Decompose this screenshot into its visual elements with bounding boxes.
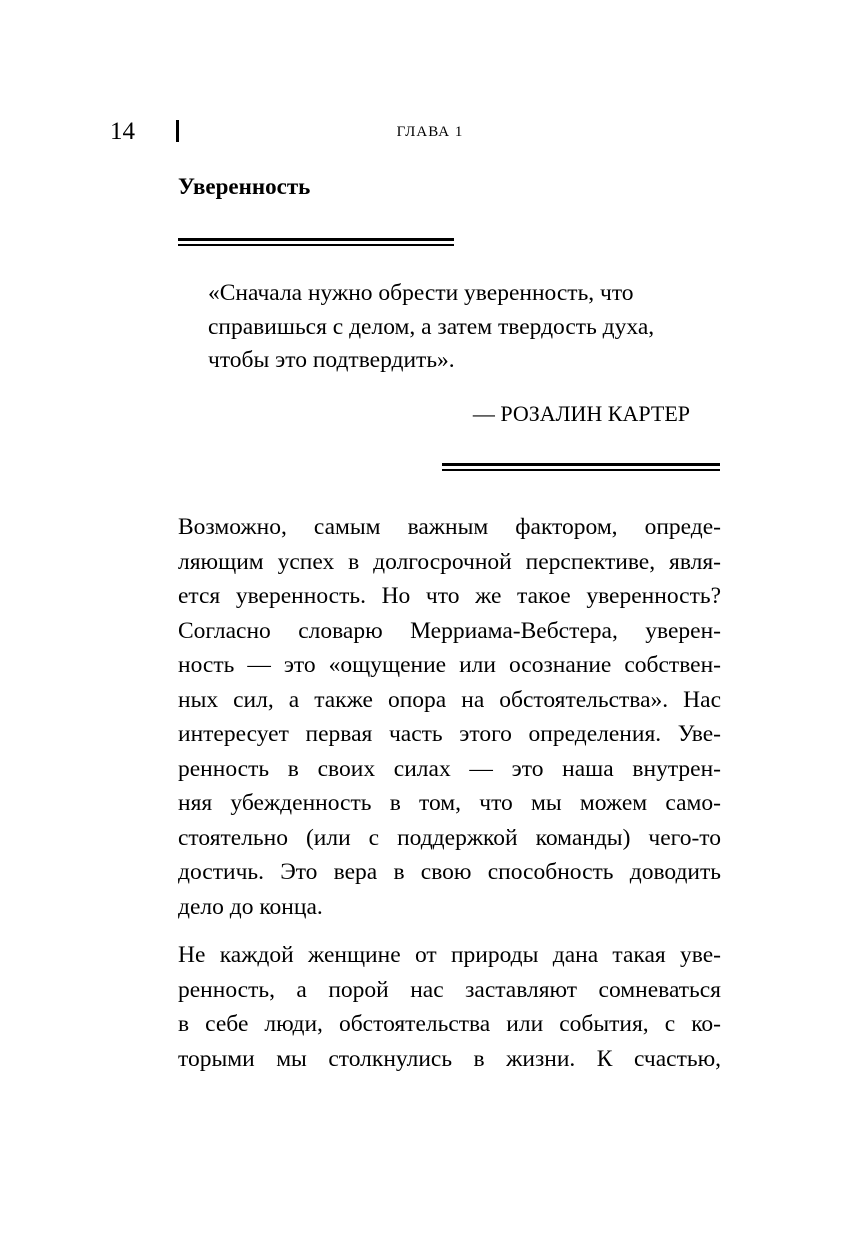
epigraph-attribution: — РОЗАЛИН КАРТЕР <box>472 401 690 426</box>
text-line: ренность в своих силах — это наша внутрен- <box>178 755 721 782</box>
text-line: ренность, а порой нас заставляют сомневаться <box>178 976 721 1003</box>
text-line: Возможно, самым важным фактором, опреде- <box>178 514 721 540</box>
running-head: ГЛАВА 1 <box>396 124 464 140</box>
body-paragraph-2 <box>178 938 721 1076</box>
epigraph-line: чтобы это подтвердить». <box>208 347 455 373</box>
epigraph-quote <box>208 277 703 378</box>
header-divider <box>176 120 179 142</box>
text-line: Согласно словарю Мерриама-Вебстера, уверен- <box>178 617 721 644</box>
text-line: няя убежденность в том, что мы можем само- <box>178 790 721 816</box>
page-number: 14 <box>110 118 135 145</box>
section-title: Уверенность <box>178 174 311 199</box>
text-line: достичь. Это вера в свою способность доводить <box>178 859 721 885</box>
text-line: ность — это «ощущение или осознание собствен- <box>178 652 721 678</box>
text-line: в себе люди, обстоятельства или события, с ко- <box>178 1011 721 1037</box>
epigraph-line: «Сначала нужно обрести уверенность, что <box>208 280 634 306</box>
body-paragraph-1 <box>178 510 721 924</box>
text-line: ляющим успех в долгосрочной перспективе, явля- <box>178 548 721 575</box>
text-line: ется уверенность. Но что же такое уверенность? <box>178 583 721 609</box>
text-line: Не каждой женщине от природы дана такая уве- <box>178 942 721 968</box>
epigraph-top-rule <box>178 238 454 246</box>
text-line: стоятельно (или с поддержкой команды) чего-то <box>178 824 721 851</box>
epigraph-line: справишься с делом, а затем твердость духа, <box>208 313 655 340</box>
text-line: ных сил, а также опора на обстоятельства». Нас <box>178 686 721 713</box>
epigraph-bottom-rule <box>442 463 720 471</box>
text-line: дело до конца. <box>178 893 323 920</box>
text-line: торыми мы столкнулись в жизни. К счастью, <box>178 1045 721 1072</box>
text-line: интересует первая часть этого определения. Уве- <box>178 721 721 747</box>
